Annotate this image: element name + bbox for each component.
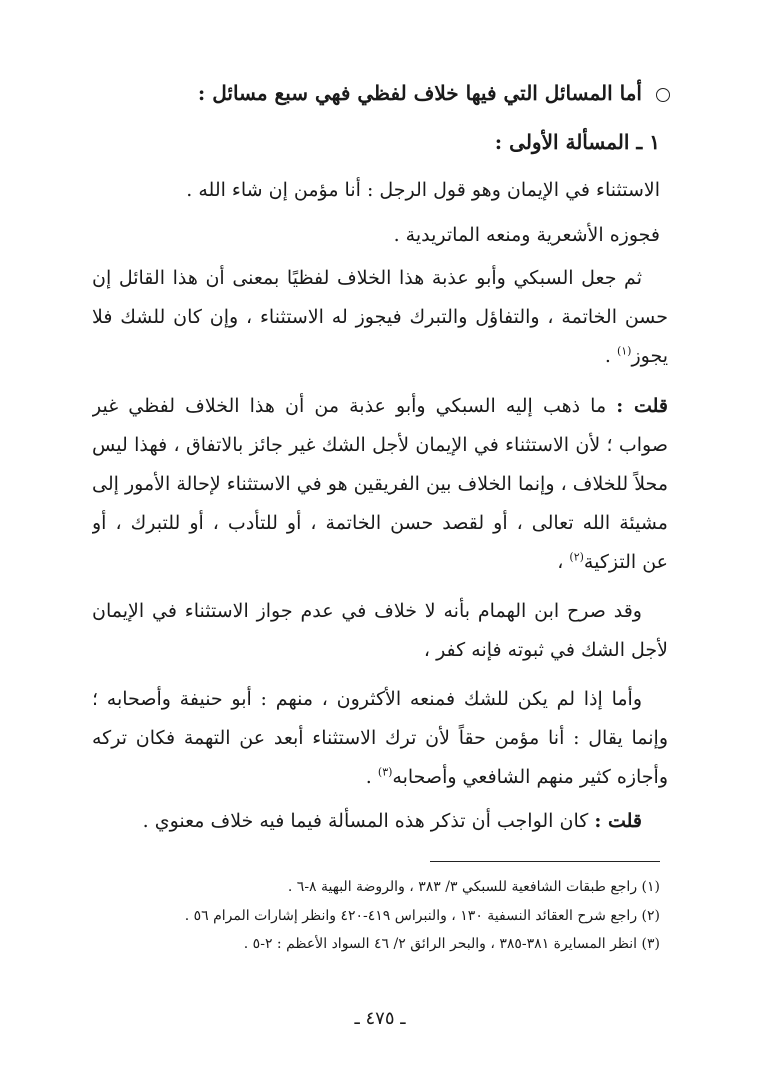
qultu-label: قلت : xyxy=(594,810,642,832)
text-line: وقد صرح ابن الهمام بأنه لا خلاف في عدم جواز الاستثناء في الإيمان xyxy=(92,600,642,622)
section-heading: أما المسائل التي فيها خلاف لفظي فهي سبع مسائل : xyxy=(197,81,642,105)
issue-number: ١ xyxy=(649,130,660,154)
text-span: عن التزكية xyxy=(583,551,668,573)
text-span: وأجازه كثير منهم الشافعي وأصحابه xyxy=(392,766,668,788)
text-line: صواب ؛ لأن الاستثناء في الإيمان لأجل الشك غير جائز بالاتفاق ، فهذا ليس xyxy=(92,434,668,456)
text-span: ما ذهب إليه السبكي وأبو عذبة من أن هذا الخلاف لفظي غير xyxy=(92,395,617,417)
text-line xyxy=(557,547,668,577)
issue-heading xyxy=(495,127,660,157)
text-line: فجوزه الأشعرية ومنعه الماتريدية . xyxy=(393,224,660,246)
text-line xyxy=(605,341,668,371)
page-number: ـ ٤٧٥ ـ xyxy=(354,1008,406,1029)
text-line: محلاً للخلاف ، وإنما الخلاف بين الفريقين هو في الاستثناء لإحالة الأمور إلى xyxy=(92,473,668,495)
text-line: لأجل الشك في ثبوته فإنه كفر ، xyxy=(423,639,668,661)
footnote-divider xyxy=(430,861,660,862)
text-line: وأما إذا لم يكن للشك فمنعه الأكثرون ، منهم : أبو حنيفة وأصحابه ؛ xyxy=(92,688,642,710)
text-line: الاستثناء في الإيمان وهو قول الرجل : أنا مؤمن إن شاء الله . xyxy=(186,179,660,201)
footnote: (٢) راجع شرح العقائد النسفية ١٣٠ ، والنبراس ٤١٩-٤٢٠ وانظر إشارات المرام ٥٦ . xyxy=(184,908,660,924)
text-line xyxy=(366,762,668,792)
circle-bullet-icon xyxy=(656,88,670,102)
text-span: . xyxy=(365,766,378,788)
text-span: . xyxy=(604,345,617,367)
footnote: (١) راجع طبقات الشافعية للسبكي ٣/ ٣٨٣ ، والروضة البهية ٨-٦ . xyxy=(287,879,660,895)
footnote-ref: (٢) xyxy=(569,550,584,564)
footnote-ref: (٣) xyxy=(377,765,393,779)
text-span: ، xyxy=(557,551,570,573)
text-line xyxy=(92,391,668,421)
text-line xyxy=(143,806,642,836)
text-line: مشيئة الله تعالى ، أو لقصد حسن الخاتمة ، أو للتأدب ، أو للتبرك ، أو xyxy=(92,512,668,534)
text-line: حسن الخاتمة ، والتفاؤل والتبرك فيجوز له الاستثناء ، وإن كان للشك فلا xyxy=(92,306,668,328)
text-line: ثم جعل السبكي وأبو عذبة هذا الخلاف لفظيًا بمعنى أن هذا القائل إن xyxy=(92,267,642,289)
text-span: كان الواجب أن تذكر هذه المسألة فيما فيه خلاف معنوي . xyxy=(142,810,595,832)
text-span: يجوز xyxy=(631,345,668,367)
issue-title: ـ المسألة الأولى : xyxy=(494,130,643,154)
footnote: (٣) انظر المسايرة ٣٨١-٣٨٥ ، والبحر الرائق ٢/ ٤٦ السواد الأعظم : ٢-٥ . xyxy=(243,936,660,952)
footnote-ref: (١) xyxy=(616,344,632,358)
qultu-label: قلت : xyxy=(616,395,668,417)
text-line: وإنما يقال : أنا مؤمن حقاً لأن ترك الاستثناء أبعد عن التهمة فكان تركه xyxy=(92,727,668,749)
